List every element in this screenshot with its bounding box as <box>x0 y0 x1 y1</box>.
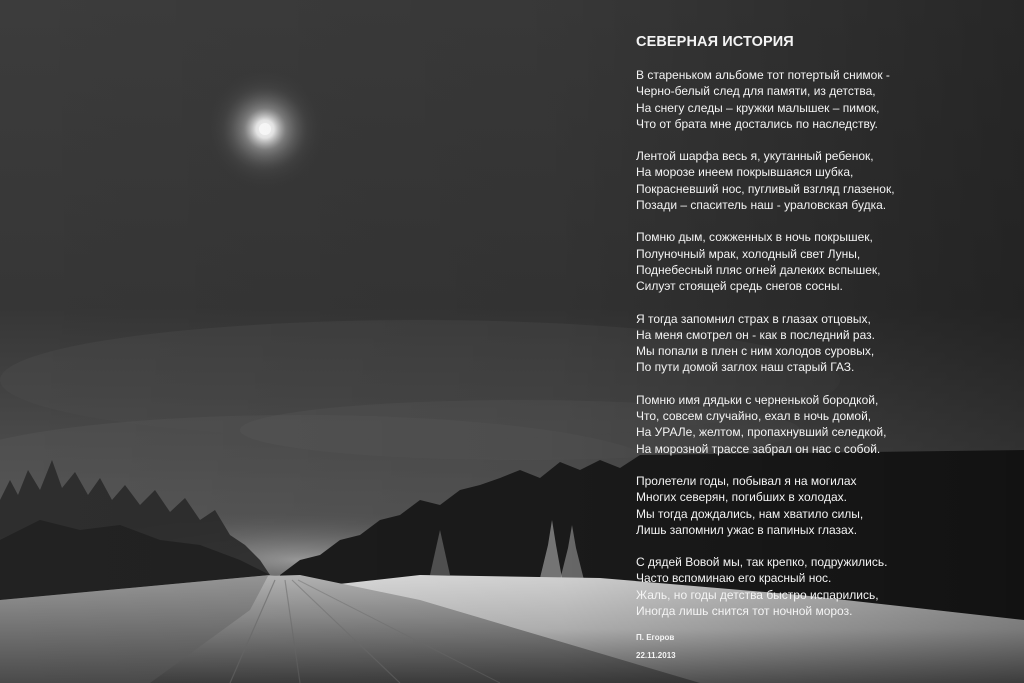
stanza-5 <box>636 392 1016 457</box>
poem-line: На УРАЛе, желтом, пропахнувший селедкой, <box>636 425 887 440</box>
poem-line: Помню имя дядьки с черненькой бородкой, <box>636 392 879 407</box>
poem-line: Что от брата мне достались по наследству. <box>636 116 878 131</box>
poem-line: На морозной трассе забрал он нас с собой. <box>636 441 881 456</box>
stanza-7 <box>636 554 1016 619</box>
poem-line: На морозе инеем покрывшаяся шубка, <box>636 165 854 180</box>
poem-line: На снегу следы – кружки малышек – пимок, <box>636 100 880 115</box>
poem-line: Покрасневший нос, пугливый взгляд глазенок, <box>636 181 895 196</box>
poem-line: Многих северян, погибших в холодах. <box>636 490 847 505</box>
poem-author: П. Егоров <box>636 633 675 643</box>
poem-date: 22.11.2013 <box>636 651 676 661</box>
poem-line: С дядей Вовой мы, так крепко, подружились. <box>636 555 888 570</box>
poem-line: Что, совсем случайно, ехал в ночь домой, <box>636 409 872 424</box>
poem-line: Позади – спаситель наш - ураловская будка. <box>636 198 887 213</box>
poem-title: СЕВЕРНАЯ ИСТОРИЯ <box>636 34 794 50</box>
stanza-2 <box>636 148 1016 213</box>
stanza-1 <box>636 67 1016 132</box>
poem-line: Помню дым, сожженных в ночь покрышек, <box>636 230 873 245</box>
poem-line: Лентой шарфа весь я, укутанный ребенок, <box>636 149 874 164</box>
poem-line: Часто вспоминаю его красный нос. <box>636 571 832 586</box>
stanza-6 <box>636 473 1016 538</box>
poem-line: Силуэт стоящей средь снегов сосны. <box>636 279 843 294</box>
poem-line: Полуночный мрак, холодный свет Луны, <box>636 246 861 261</box>
poem-line: В стареньком альбоме тот потертый снимок - <box>636 68 890 82</box>
poem-line: Жаль, но годы детства быстро испарились, <box>636 587 879 602</box>
poem-line: Мы попали в плен с ним холодов суровых, <box>636 344 875 359</box>
poem-line: Иногда лишь снится тот ночной мороз. <box>636 604 853 619</box>
poem-line: Я тогда запомнил страх в глазах отцовых, <box>636 311 871 326</box>
poem-line: Лишь запомнил ужас в папиных глазах. <box>636 522 858 537</box>
poem-line: Черно-белый след для памяти, из детства, <box>636 84 876 99</box>
poem-line: Пролетели годы, побывал я на могилах <box>636 473 857 488</box>
poem-line: Поднебесный пляс огней далеких вспышек, <box>636 262 881 277</box>
poem-line: По пути домой заглох наш старый ГАЗ. <box>636 360 855 375</box>
poem-line: Мы тогда дождались, нам хватило силы, <box>636 506 864 521</box>
stanza-3 <box>636 229 1016 294</box>
poem-line: На меня смотрел он - как в последний раз. <box>636 327 875 342</box>
poem <box>636 34 1016 661</box>
stanza-4 <box>636 311 1016 376</box>
